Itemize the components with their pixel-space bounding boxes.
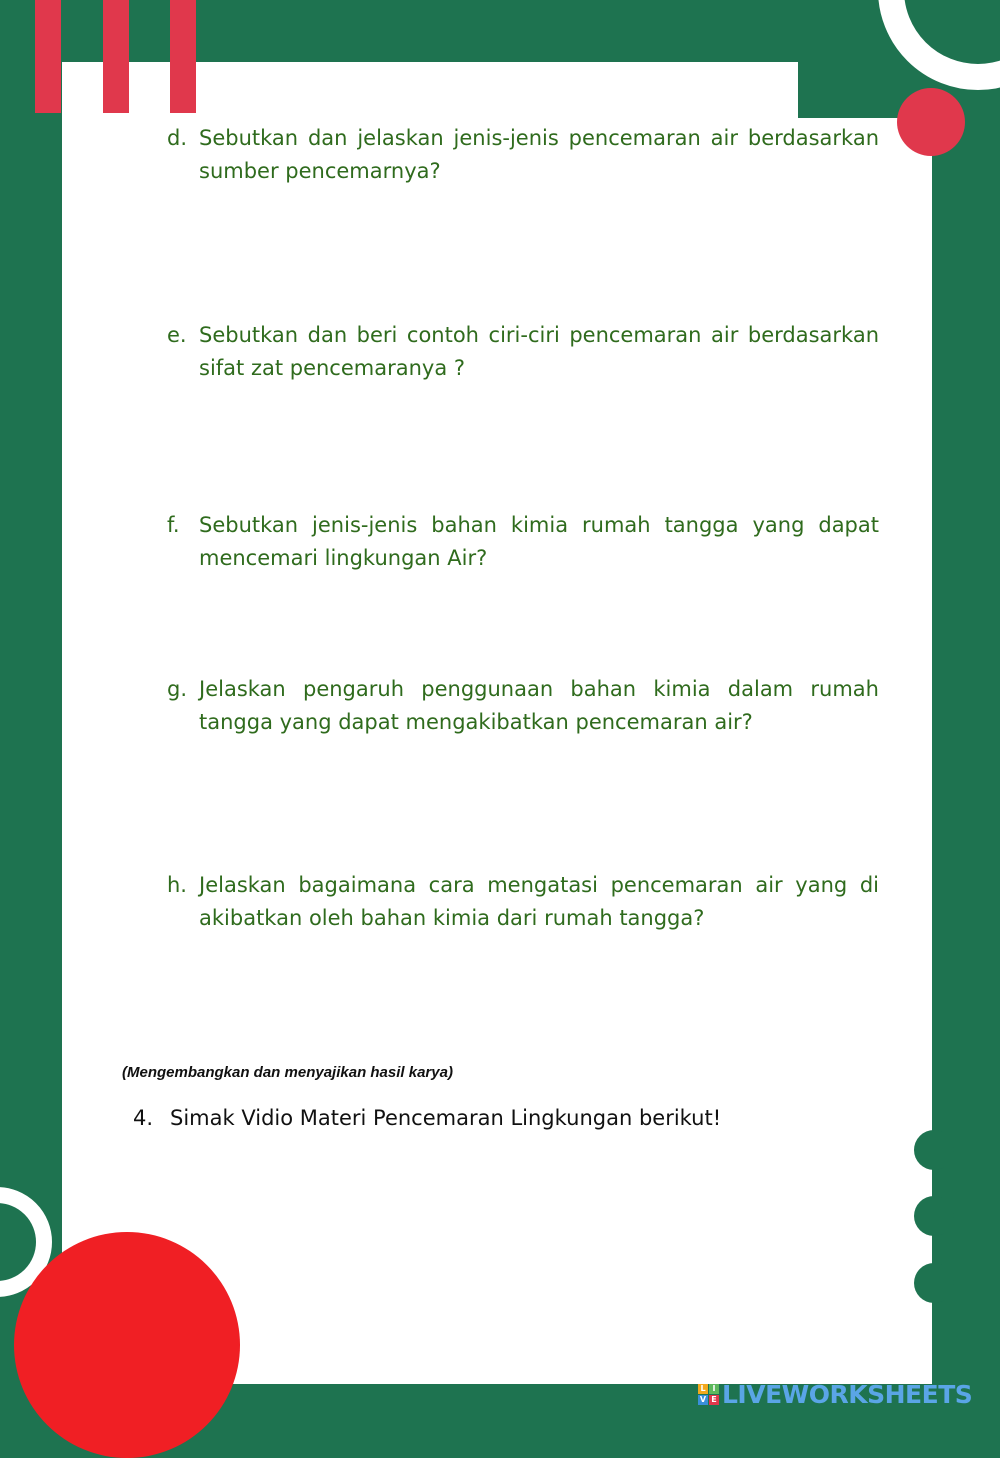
task-number: 4.	[133, 1106, 154, 1130]
badge-cell: L	[698, 1384, 708, 1394]
task-item	[133, 1106, 721, 1130]
badge-cell: I	[709, 1384, 719, 1394]
decor-red-bar	[35, 0, 61, 113]
question-text: Jelaskan pengaruh penggunaan bahan kimia dalam rumah tangga yang dapat mengakibatkan pencemaran air?	[199, 677, 879, 734]
decor-red-bar	[103, 0, 129, 113]
liveworksheets-badge-icon	[698, 1384, 719, 1405]
decor-red-dot	[897, 88, 965, 156]
decor-edge-bump	[914, 1263, 954, 1303]
section-note: (Mengembangkan dan menyajikan hasil karya)	[122, 1064, 453, 1081]
question-letter: f.	[167, 513, 180, 537]
decor-edge-bump	[914, 1130, 954, 1170]
decor-edge-bump	[914, 1196, 954, 1236]
question-text: Jelaskan bagaimana cara mengatasi pencemaran air yang di akibatkan oleh bahan kimia dari rumah tangga?	[199, 873, 879, 930]
question-letter: g.	[167, 677, 188, 701]
question-g	[167, 673, 879, 739]
question-letter: h.	[167, 873, 187, 897]
question-e	[167, 319, 879, 385]
question-d	[167, 122, 879, 188]
badge-cell: E	[709, 1395, 719, 1405]
question-letter: d.	[167, 126, 188, 150]
question-text: Sebutkan dan jelaskan jenis-jenis pencemaran air berdasarkan sumber pencemarnya?	[199, 126, 879, 183]
liveworksheets-logo	[698, 1380, 972, 1409]
decor-red-bar	[170, 0, 196, 113]
task-text: Simak Vidio Materi Pencemaran Lingkungan berikut!	[170, 1106, 722, 1130]
liveworksheets-text: LIVEWORKSHEETS	[722, 1380, 973, 1409]
question-text: Sebutkan jenis-jenis bahan kimia rumah tangga yang dapat mencemari lingkungan Air?	[199, 513, 879, 570]
question-h	[167, 869, 879, 935]
question-letter: e.	[167, 323, 187, 347]
decor-red-semicircle	[14, 1232, 240, 1458]
question-f	[167, 509, 879, 575]
badge-cell: V	[699, 1395, 707, 1404]
question-text: Sebutkan dan beri contoh ciri-ciri pencemaran air berdasarkan sifat zat pencemaranya ?	[199, 323, 879, 380]
